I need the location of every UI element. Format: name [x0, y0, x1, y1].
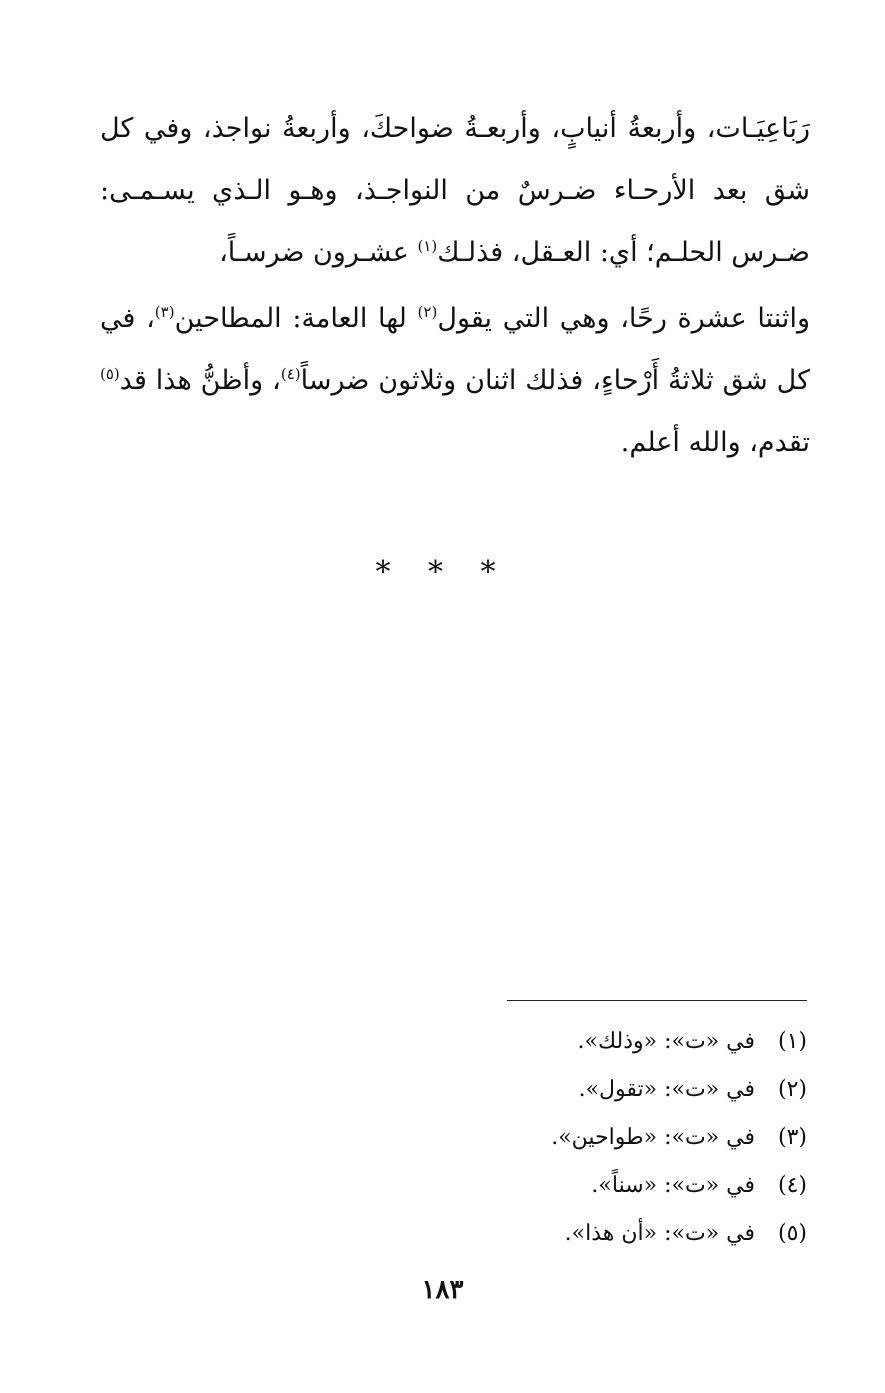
footnote-number: (٣): [777, 1125, 807, 1150]
text-run: رَبَاعِيَـات، وأربعةُ أنيابٍ، وأربعـةُ ضواحكَ، وأربعةُ نواجذ، وفي كل شق بعد الأرحـاء ضـرسٌ من النواجـذ، وهـو الـذي يسـمـى: ضـرس الحلـم؛ أي: العـقل، فذلـك: [100, 113, 810, 268]
footnote: [487, 1210, 807, 1258]
text-run: لها العامة: المطاحين: [174, 303, 418, 334]
footnote-marker: (٣): [154, 303, 175, 321]
text-run: عشـرون ضرسـاً،: [219, 237, 418, 268]
footnote: [487, 1018, 807, 1066]
footnote-number: (٢): [777, 1077, 807, 1102]
footnote-divider: [507, 1000, 807, 1001]
paragraph: [100, 98, 810, 284]
footnote-marker: (٤): [280, 365, 301, 383]
paragraph: [100, 288, 810, 474]
footnote-marker: (١): [417, 237, 438, 255]
text-run: تقدم، والله أعلم.: [620, 427, 810, 458]
text-run: ، وأظنُّ هذا قد: [119, 365, 281, 396]
footnote-number: (٥): [777, 1221, 807, 1246]
footnote-number: (٤): [777, 1173, 807, 1198]
footnote: [487, 1066, 807, 1114]
footnote-marker: (٥): [100, 365, 120, 383]
page-number: ١٨٣: [421, 1275, 464, 1305]
footnote-text: في «ت»: «أن هذا».: [564, 1221, 755, 1246]
footnote-marker: (٢): [417, 303, 438, 321]
section-separator: * * *: [375, 555, 510, 590]
footnote: [487, 1114, 807, 1162]
footnote-text: في «ت»: «تقول».: [578, 1077, 755, 1102]
footnote-text: في «ت»: «طواحين».: [551, 1125, 755, 1150]
footnotes: [487, 1018, 807, 1258]
main-text: [100, 98, 810, 474]
text-run: ، في كل شق ثلاثةُ أَرْحاءٍ، فذلك اثنان وثلاثون ضرساً: [100, 303, 810, 396]
footnote-text: في «ت»: «وذلك».: [577, 1029, 755, 1054]
footnote-text: في «ت»: «سناً».: [591, 1173, 755, 1198]
text-run: واثنتا عشرة رحًا، وهي التي يقول: [437, 303, 810, 334]
footnote: [487, 1162, 807, 1210]
footnote-number: (١): [777, 1029, 807, 1054]
